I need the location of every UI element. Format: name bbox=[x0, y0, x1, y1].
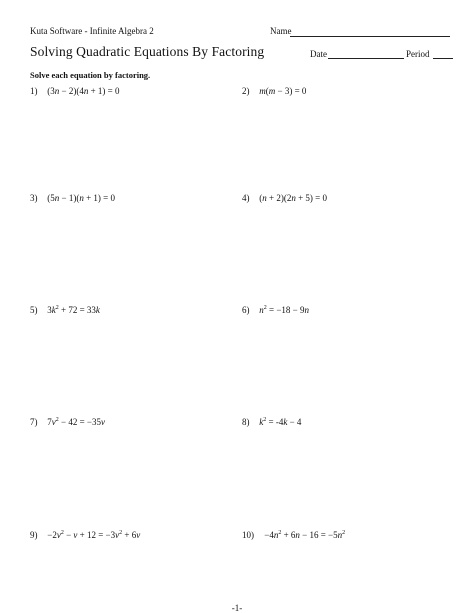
problem-number: 9) bbox=[30, 530, 38, 540]
problem-5 bbox=[30, 305, 100, 315]
problem-number: 4) bbox=[242, 193, 250, 203]
problem-9 bbox=[30, 530, 140, 540]
problem-equation: (3n − 2)(4n + 1) = 0 bbox=[47, 86, 120, 96]
problem-10 bbox=[242, 530, 345, 540]
instructions: Solve each equation by factoring. bbox=[30, 70, 151, 80]
problem-8 bbox=[242, 417, 301, 427]
problem-2 bbox=[242, 86, 306, 96]
problem-number: 6) bbox=[242, 305, 250, 315]
problem-1 bbox=[30, 86, 119, 96]
problem-number: 2) bbox=[242, 86, 250, 96]
period-line bbox=[433, 58, 453, 59]
problem-number: 3) bbox=[30, 193, 38, 203]
problem-6 bbox=[242, 305, 309, 315]
problem-equation: (n + 2)(2n + 5) = 0 bbox=[259, 193, 327, 203]
date-label: Date bbox=[310, 49, 327, 59]
problem-7 bbox=[30, 417, 105, 427]
problem-equation: (5n − 1)(n + 1) = 0 bbox=[47, 193, 115, 203]
problem-number: 1) bbox=[30, 86, 38, 96]
worksheet-title: Solving Quadratic Equations By Factoring bbox=[30, 44, 265, 59]
problem-3 bbox=[30, 193, 115, 203]
problem-number: 5) bbox=[30, 305, 38, 315]
date-line bbox=[328, 58, 404, 59]
problem-equation: $n^2 = -18 - 9n$ bbox=[259, 305, 309, 315]
period-label: Period bbox=[406, 49, 430, 59]
problem-equation: $k^2 = -4k - 4$ bbox=[259, 417, 302, 427]
page-number: -1- bbox=[231, 603, 243, 613]
problem-equation: $3k^2 + 72 = 33k$ bbox=[47, 305, 100, 315]
problem-equation: m(m − 3) = 0 bbox=[259, 86, 307, 96]
problem-4 bbox=[242, 193, 327, 203]
problem-equation: $-2v^2 - v + 12 = -3v^2 + 6v$ bbox=[47, 530, 141, 540]
problem-number: 8) bbox=[242, 417, 250, 427]
name-line bbox=[290, 36, 450, 37]
name-label: Name bbox=[270, 26, 292, 36]
problem-number: 10) bbox=[242, 530, 254, 540]
publisher-label: Kuta Software - Infinite Algebra 2 bbox=[30, 26, 154, 36]
problem-equation: $7v^2 - 42 = -35v$ bbox=[47, 417, 105, 427]
problem-equation: $-4n^2 + 6n - 16 = -5n^2$ bbox=[264, 530, 346, 540]
problem-number: 7) bbox=[30, 417, 38, 427]
